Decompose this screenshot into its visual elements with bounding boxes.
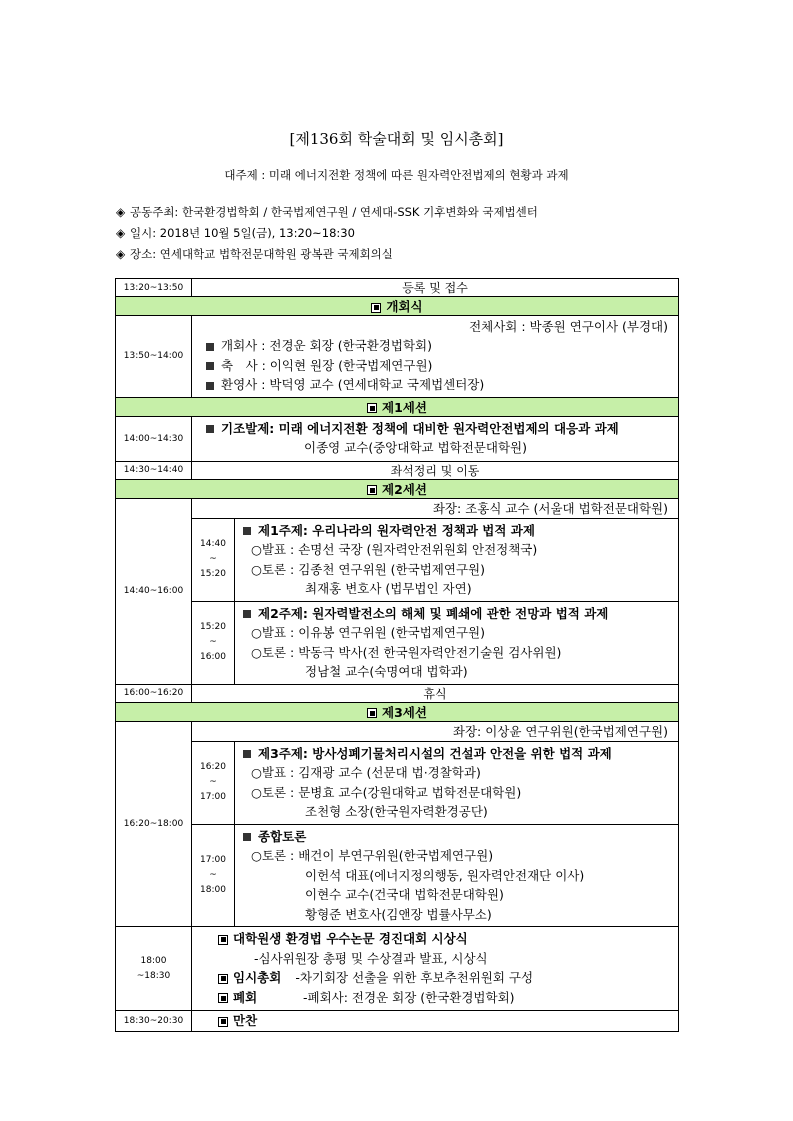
table-row [116,684,679,702]
table-row [116,416,679,461]
table-row [116,297,679,316]
time-cell: 13:20~13:50 [116,279,192,297]
square-bullet-icon [206,343,214,351]
subtime-cell: 16:20 ~ 17:00 [192,742,235,825]
table-row [116,927,679,1011]
award-detail: -심사위원장 총평 및 수상결과 발표, 시상식 [254,950,488,966]
topic1-title: 제1주제: 우리나라의 원자력안전 정책과 법적 과제 [243,521,678,541]
time-cell: 14:30~14:40 [116,461,192,479]
topic3-title: 제3주제: 방사성폐기물처리시설의 건설과 안전을 위한 법적 과제 [243,744,678,764]
table-row [116,498,679,684]
table-row [192,824,678,926]
square-bullet-icon [218,974,228,984]
session2-header: 제2세션 [116,479,679,498]
table-row [116,1011,679,1032]
session1-content [192,416,679,461]
square-bullet-icon [367,708,377,718]
time-cell: 14:00~14:30 [116,416,192,461]
topic1-discussant: ○토론 : 김종천 연구위원 (한국법제연구원) [251,561,485,577]
subtime-cell: 15:20 ~ 16:00 [192,601,235,684]
table-row [116,702,679,721]
topic2-discussant: ○토론 : 박동극 박사(전 한국원자력안전기술원 검사위원) [251,644,562,660]
session2-content [192,498,679,684]
break-cell: 좌석정리 및 이동 [192,461,679,479]
session2-topics [192,519,678,684]
award-title: 대학원생 환경법 우수논문 경진대회 시상식 [218,929,678,949]
session1-header: 제1세션 [116,397,679,416]
closing-line: 폐회 -폐회사: 전경운 회장 (한국환경법학회) [218,988,678,1008]
square-bullet-icon [243,527,251,535]
table-row [116,397,679,416]
table-row [116,279,679,297]
dinner-line: 만찬 [218,1011,678,1031]
topic3-discussant: ○토론 : 문병효 교수(강원대학교 법학전문대학원) [251,784,522,800]
opening-line: 환영사 : 박덕영 교수 (연세대학교 국제법센터장) [192,375,678,395]
square-bullet-icon [206,362,214,370]
opening-line: 개회사 : 전경운 회장 (한국환경법학회) [192,336,678,356]
table-row [116,461,679,479]
general-discussant: 이헌석 대표(에너지정의행동, 원자력안전재단 이사) [305,867,585,883]
time-cell: 16:00~16:20 [116,684,192,702]
program-table [115,278,679,1032]
keynote-speaker: 이종영 교수(중앙대학교 법학전문대학원) [304,440,527,455]
time-cell: 16:20~18:00 [116,721,192,927]
table-row [116,479,679,498]
opening-header: 개회식 [116,297,679,316]
diamond-bullet-icon: ◈ [116,226,126,240]
subtitle: 대주제 : 미래 에너지전환 정책에 따른 원자력안전법제의 현황과 과제 [224,168,569,182]
topic2-discussant2: 정남철 교수(숙명여대 법학과) [305,664,468,679]
diamond-bullet-icon: ◈ [116,247,126,261]
topic2-cell [235,601,679,684]
session3-header: 제3세션 [116,702,679,721]
table-row [192,601,678,684]
diamond-bullet-icon: ◈ [116,205,126,219]
time-cell: 18:30~20:30 [116,1011,192,1032]
topic2-title: 제2주제: 원자력발전소의 해체 및 폐쇄에 관한 전망과 법적 과제 [243,604,678,624]
topic3-discussant2: 조천형 소장(한국원자력환경공단) [305,804,488,819]
table-row [192,519,678,602]
table-row [116,721,679,927]
session3-content [192,721,679,927]
general-discussion-title: 종합토론 [243,827,678,847]
time-cell: 18:00 ~18:30 [116,927,192,1011]
general-discussion-cell [235,824,679,926]
keynote-title: 기조발제: 미래 에너지전환 정책에 대비한 원자력안전법제의 대응과 과제 [192,419,678,439]
dinner-cell [192,1011,679,1032]
topic3-presenter: ○발표 : 김재광 교수 (선문대 법·경찰학과) [251,765,481,780]
info-hosts: ◈ 공동주최: 한국환경법학회 / 한국법제연구원 / 연세대-SSK 기후변화와 국제법센터 [116,205,538,219]
session3-chair: 좌장: 이상윤 연구위원(한국법제연구원) [192,722,678,742]
registration-cell: 등록 및 접수 [192,279,679,297]
square-bullet-icon [218,1017,228,1027]
topic3-cell [235,742,679,825]
subtime-cell: 17:00 ~ 18:00 [192,824,235,926]
rest-cell: 휴식 [192,684,679,702]
square-bullet-icon [367,485,377,495]
topic1-presenter: ○발표 : 손명선 국장 (원자력안전위원회 안전정책국) [251,542,538,557]
session3-topics [192,742,678,927]
general-discussant: 황형준 변호사(김앤장 법률사무소) [305,906,492,922]
topic2-presenter: ○발표 : 이유봉 연구위원 (한국법제연구원) [251,625,485,640]
time-cell: 13:50~14:00 [116,316,192,398]
square-bullet-icon [218,993,228,1003]
square-bullet-icon [367,403,377,413]
subtime-cell: 14:40 ~ 15:20 [192,519,235,602]
topic1-cell [235,519,679,602]
square-bullet-icon [206,425,214,433]
time-cell: 14:40~16:00 [116,498,192,684]
opening-chair: 전체사회 : 박종원 연구이사 (부경대) [469,319,668,334]
square-bullet-icon [243,833,251,841]
opening-content [192,316,679,398]
square-bullet-icon [218,935,228,945]
table-row [116,316,679,398]
square-bullet-icon [206,382,214,390]
general-discussant: ○토론 : 배건이 부연구위원(한국법제연구원) [251,848,494,863]
square-bullet-icon [243,750,251,758]
general-discussant: 이현수 교수(건국대 법학전문대학원) [305,887,504,902]
table-row [192,742,678,825]
square-bullet-icon [243,610,251,618]
page-title: [제136회 학술대회 및 임시총회] [289,130,504,148]
session2-chair: 좌장: 조홍식 교수 (서울대 법학전문대학원) [192,499,678,519]
info-date: ◈ 일시: 2018년 10월 5일(금), 13:20~18:30 [116,226,355,240]
assembly-line: 임시총회 -차기회장 선출을 위한 후보추천위원회 구성 [218,968,678,988]
opening-line: 축 사 : 이익현 원장 (한국법제연구원) [192,356,678,376]
info-venue: ◈ 장소: 연세대학교 법학전문대학원 광복관 국제회의실 [116,247,393,261]
topic1-discussant2: 최재홍 변호사 (법무법인 자연) [305,581,472,596]
square-bullet-icon [371,303,381,313]
award-content [192,927,679,1011]
